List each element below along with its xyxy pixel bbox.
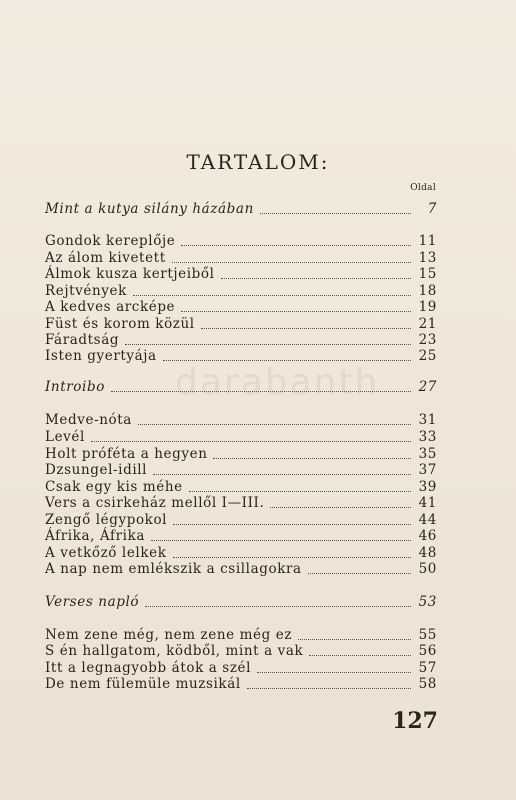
toc-entry: [45, 561, 437, 579]
toc-entry-title: S én hallgatom, ködből, mint a vak: [45, 643, 304, 659]
toc-entry-title: Dzsungel-idill: [45, 462, 148, 478]
toc-entry: [45, 299, 437, 317]
toc-entry-title: Isten gyertyája: [45, 348, 157, 364]
toc-section-entry: [45, 379, 437, 397]
toc-entry-page: 31: [418, 412, 437, 428]
toc-entry-title: Füst és korom közül: [45, 316, 195, 332]
toc-entry-page: 55: [418, 627, 437, 643]
toc-entry-page: 15: [418, 266, 437, 282]
page-title: TARTALOM:: [186, 150, 330, 174]
toc-section-entry: [45, 594, 437, 612]
toc-entry: [45, 266, 437, 284]
toc-entry: [45, 233, 437, 251]
toc-entry-page: 58: [418, 676, 437, 692]
toc-entry-title: Levél: [45, 429, 85, 445]
dot-leader: [309, 654, 411, 656]
dot-leader: [172, 261, 411, 263]
toc-entry-title: Álmok kusza kertjeiből: [45, 266, 215, 282]
toc-entry-title: Az álom kivetett: [45, 250, 166, 266]
dot-leader: [173, 556, 412, 558]
toc-entry: [45, 528, 437, 546]
dot-leader: [181, 310, 411, 312]
toc-entry: [45, 462, 437, 480]
toc-entry-title: A vetkőző lelkek: [45, 545, 167, 561]
toc-entry-page: 11: [418, 233, 437, 249]
toc-entry-title: Mint a kutya silány házában: [45, 201, 254, 217]
toc-entry-title: Vers a csirkeház mellől I—III.: [45, 495, 265, 511]
dot-leader: [189, 490, 411, 492]
toc-entry-title: Medve-nóta: [45, 412, 132, 428]
dot-leader: [138, 423, 411, 425]
toc-entry-page: 37: [418, 462, 437, 478]
dot-leader: [133, 294, 411, 296]
dot-leader: [181, 244, 411, 246]
toc-entry-title: Itt a legnagyobb átok a szél: [45, 660, 252, 676]
toc-entry-page: 53: [418, 594, 437, 610]
toc-entry: [45, 429, 437, 447]
page-column-label: Oldal: [410, 183, 436, 193]
dot-leader: [153, 473, 411, 475]
toc-entry-title: Gondok kereplője: [45, 233, 176, 249]
toc-entry-page: 41: [418, 495, 437, 511]
toc-entry-page: 23: [418, 332, 437, 348]
dot-leader: [201, 327, 411, 329]
toc-entry-title: Csak egy kis méhe: [45, 479, 183, 495]
toc-entry-title: De nem fülemüle muzsikál: [45, 676, 241, 692]
dot-leader: [91, 440, 411, 442]
toc-entry-page: 57: [418, 660, 437, 676]
page-number: 127: [392, 708, 438, 734]
toc-section-entry: [45, 201, 437, 219]
toc-entry-page: 48: [418, 545, 437, 561]
dot-leader: [125, 343, 411, 345]
toc-entry-page: 18: [418, 283, 437, 299]
toc-entry-title: Rejtvények: [45, 283, 127, 299]
dot-leader: [221, 277, 411, 279]
toc-entry-title: Nem zene még, nem zene még ez: [45, 627, 293, 643]
toc-entry-title: Fáradtság: [45, 332, 120, 348]
toc-entry-page: 25: [418, 348, 437, 364]
toc-entry-page: 27: [418, 379, 437, 395]
dot-leader: [270, 506, 411, 508]
toc-entry-page: 50: [418, 561, 437, 577]
dot-leader: [298, 638, 411, 640]
toc-entry-page: 39: [418, 479, 437, 495]
toc-entry-title: Áfrika, Áfrika: [45, 528, 145, 544]
dot-leader: [247, 687, 411, 689]
toc-entry-page: 7: [427, 201, 437, 217]
dot-leader: [257, 671, 411, 673]
toc-entry: [45, 348, 437, 366]
toc-entry-page: 13: [418, 250, 437, 266]
dot-leader: [260, 212, 411, 214]
toc-entry-title: Verses napló: [45, 594, 140, 610]
toc-entry: [45, 676, 437, 694]
dot-leader: [308, 572, 411, 574]
dot-leader: [151, 539, 411, 541]
toc-entry: [45, 412, 437, 430]
dot-leader: [163, 359, 411, 361]
dot-leader: [111, 390, 411, 392]
dot-leader: [173, 523, 411, 525]
dot-leader: [145, 605, 411, 607]
toc-entry-title: A kedves arcképe: [45, 299, 176, 315]
toc-entry-page: 19: [418, 299, 437, 315]
toc-entry-page: 21: [418, 316, 437, 332]
toc-entry-page: 44: [418, 512, 437, 528]
toc-entry-title: Holt próféta a hegyen: [45, 446, 208, 462]
toc-entry-page: 56: [418, 643, 437, 659]
toc-entry: [45, 495, 437, 513]
toc-entry-title: Zengő légypokol: [45, 512, 168, 528]
toc-entry-title: Introibo: [45, 379, 105, 395]
watermark: darabanth: [175, 362, 380, 403]
toc-entry: [45, 643, 437, 661]
toc-entry-page: 46: [418, 528, 437, 544]
dot-leader: [213, 457, 411, 459]
toc-entry-page: 35: [418, 446, 437, 462]
toc-entry-page: 33: [418, 429, 437, 445]
toc-entry-title: A nap nem emlékszik a csillagokra: [45, 561, 302, 577]
